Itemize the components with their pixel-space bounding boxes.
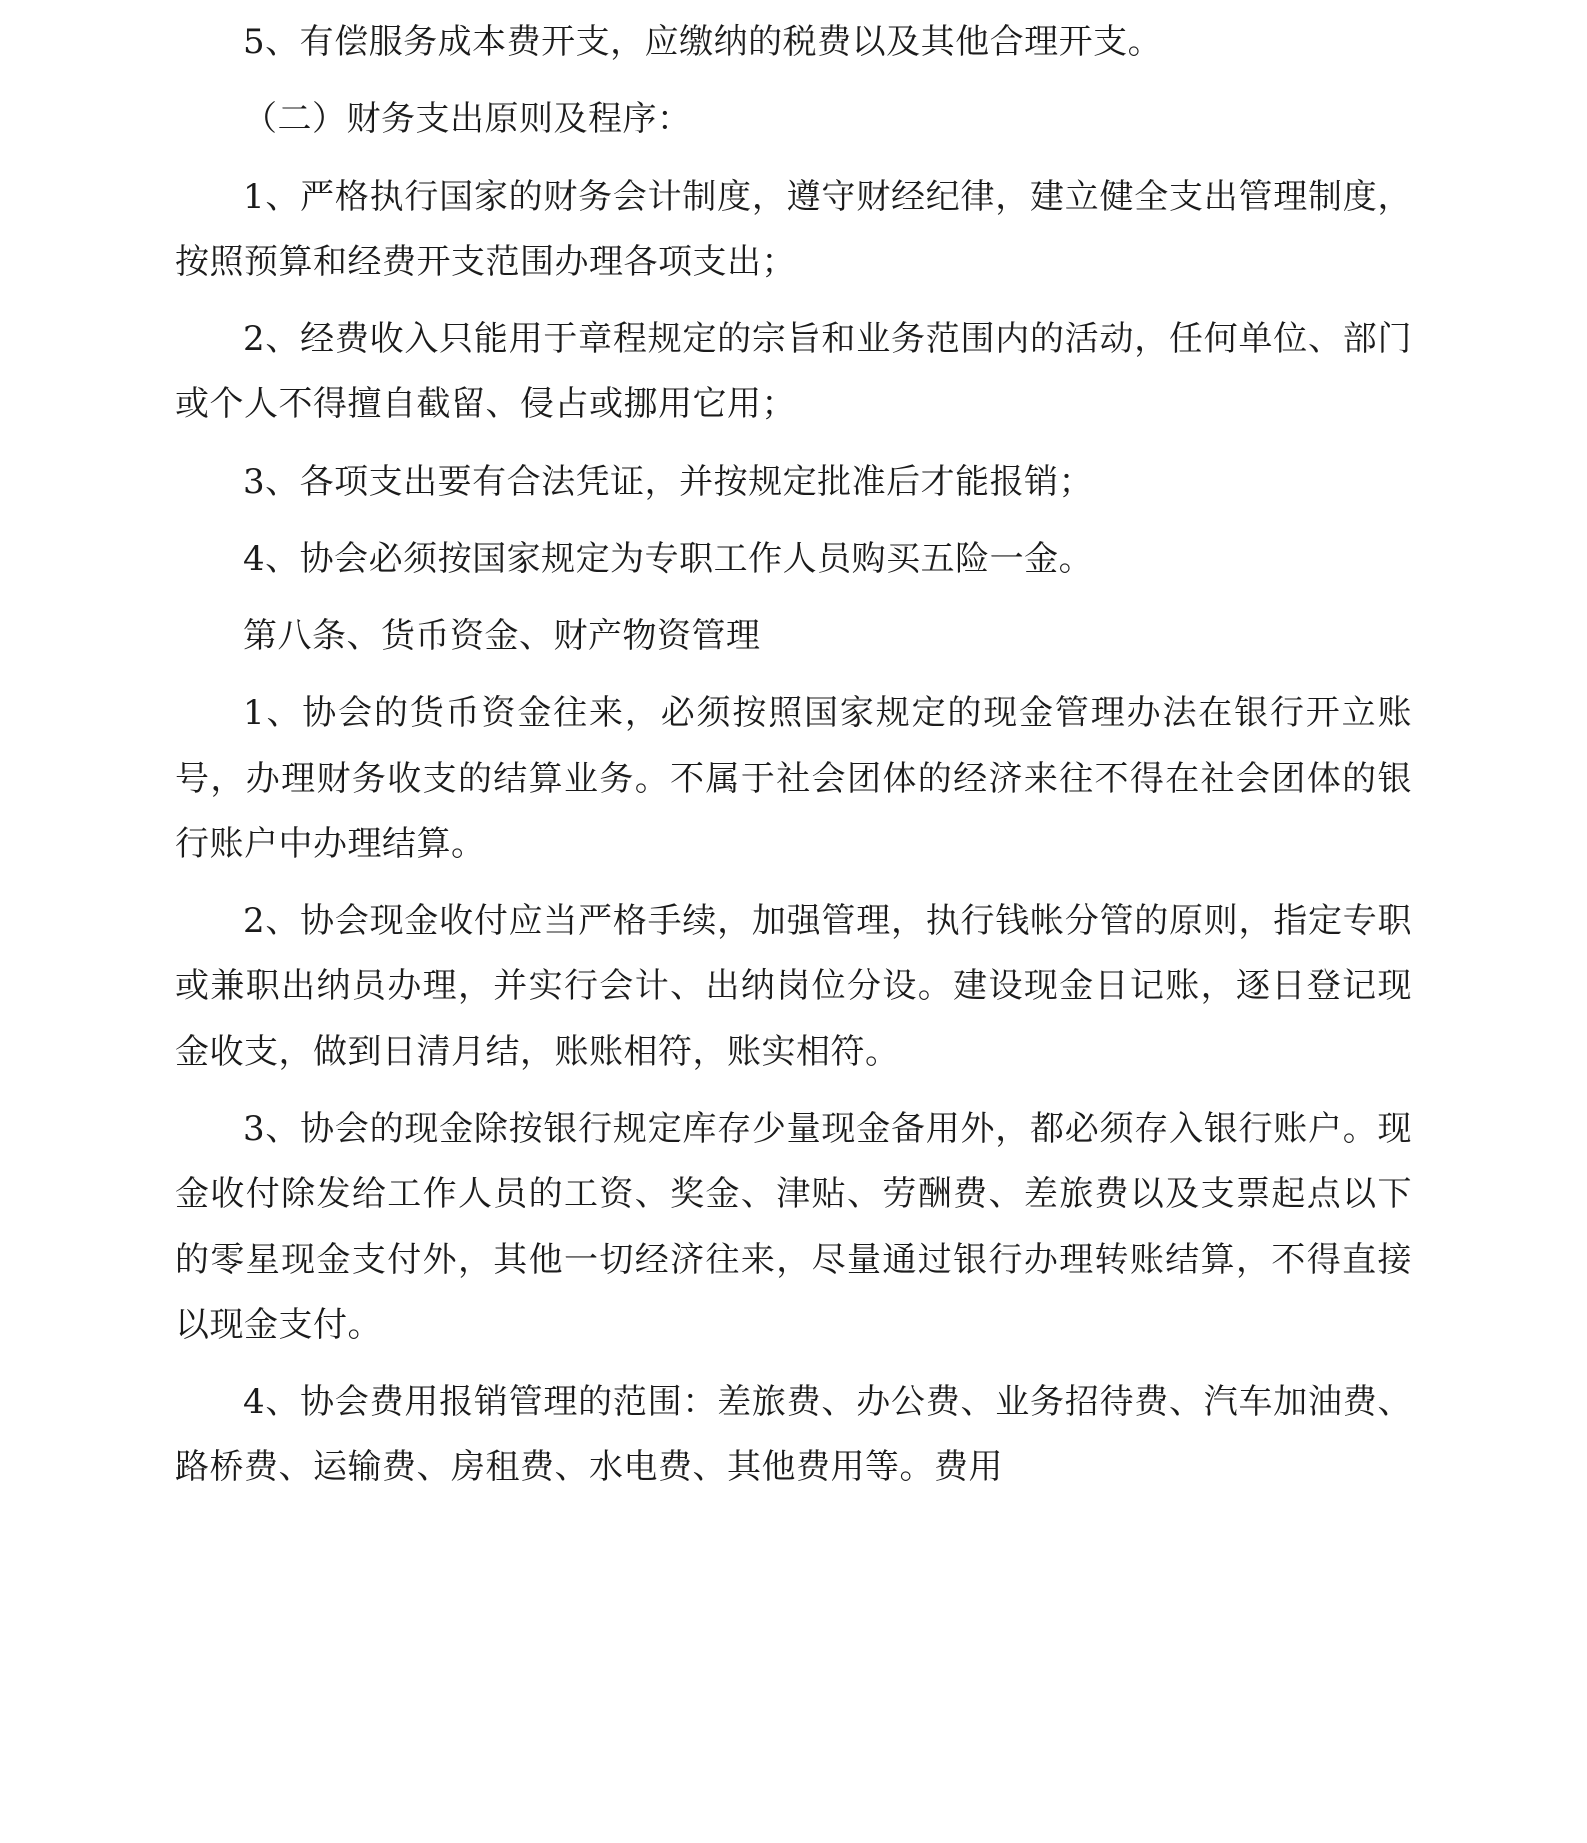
paragraph: 3、协会的现金除按银行规定库存少量现金备用外，都必须存入银行账户。现金收付除发给工作人员的工资、奖金、津贴、劳酬费、差旅费以及支票起点以下的零星现金支付外，其他一切经济往来，尽量通过银行办理转账结算，不得直接以现金支付。	[175, 1108, 1412, 1345]
paragraph: 3、各项支出要有合法凭证，并按规定批准后才能报销；	[243, 461, 1094, 502]
paragraph: 1、严格执行国家的财务会计制度，遵守财经纪律，建立健全支出管理制度，按照预算和经费开支范围办理各项支出；	[175, 176, 1412, 282]
paragraph: 2、经费收入只能用于章程规定的宗旨和业务范围内的活动，任何单位、部门或个人不得擅自截留、侵占或挪用它用；	[175, 319, 1412, 425]
paragraph: 2、协会现金收付应当严格手续，加强管理，执行钱帐分管的原则，指定专职或兼职出纳员办理，并实行会计、出纳岗位分设。建设现金日记账，逐日登记现金收支，做到日清月结，账账相符，账实相符。	[175, 901, 1412, 1072]
paragraph: 4、协会费用报销管理的范围：差旅费、办公费、业务招待费、汽车加油费、路桥费、运输费、房租费、水电费、其他费用等。费用	[175, 1382, 1412, 1488]
paragraph: 1、协会的货币资金往来，必须按照国家规定的现金管理办法在银行开立账号，办理财务收支的结算业务。不属于社会团体的经济来往不得在社会团体的银行账户中办理结算。	[175, 693, 1412, 864]
paragraph: （二）财务支出原则及程序：	[243, 99, 692, 140]
document-body	[175, 10, 1412, 1501]
paragraph: 5、有偿服务成本费开支，应缴纳的税费以及其他合理开支。	[243, 22, 1163, 62]
paragraph: 4、协会必须按国家规定为专职工作人员购买五险一金。	[243, 538, 1094, 579]
section-heading: 第八条、货币资金、财产物资管理	[243, 616, 761, 657]
